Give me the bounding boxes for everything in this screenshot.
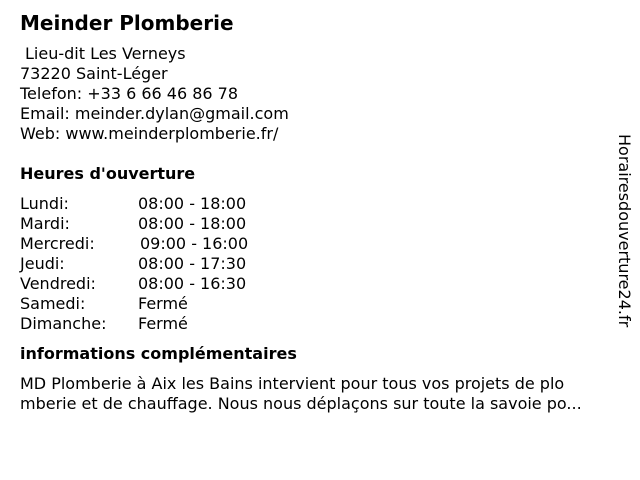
additional-info-line-1: MD Plomberie à Aix les Bains intervient pour tous vos projets de plo bbox=[20, 374, 565, 393]
website-line[interactable]: Web: www.meinderplomberie.fr/ bbox=[20, 124, 279, 143]
day-label: Samedi: bbox=[20, 294, 86, 313]
day-hours: Fermé bbox=[138, 314, 188, 333]
day-label: Lundi: bbox=[20, 194, 69, 213]
source-watermark[interactable]: Horairesdouverture24.fr bbox=[615, 134, 634, 328]
day-hours: 08:00 - 17:30 bbox=[138, 254, 247, 273]
day-hours: Fermé bbox=[138, 294, 188, 313]
day-hours: 08:00 - 18:00 bbox=[138, 194, 247, 213]
hours-row-mardi bbox=[20, 214, 620, 234]
day-label: Mardi: bbox=[20, 214, 70, 233]
day-hours: 09:00 - 16:00 bbox=[140, 234, 249, 253]
day-label: Dimanche: bbox=[20, 314, 107, 333]
day-label: Mercredi: bbox=[20, 234, 95, 253]
hours-row-dimanche bbox=[20, 314, 620, 334]
hours-row-mercredi bbox=[20, 234, 620, 254]
opening-hours-table bbox=[20, 194, 620, 334]
address-line-2: 73220 Saint-Léger bbox=[20, 64, 168, 83]
day-label: Vendredi: bbox=[20, 274, 96, 293]
hours-row-lundi bbox=[20, 194, 620, 214]
additional-info-title: informations complémentaires bbox=[20, 344, 297, 363]
business-name: Meinder Plomberie bbox=[20, 11, 234, 35]
hours-row-samedi bbox=[20, 294, 620, 314]
day-hours: 08:00 - 16:30 bbox=[138, 274, 247, 293]
additional-info-line-2: mberie et de chauffage. Nous nous déplaçons sur toute la savoie po... bbox=[20, 394, 582, 413]
phone-line[interactable]: Telefon: +33 6 66 46 86 78 bbox=[20, 84, 239, 103]
email-line[interactable]: Email: meinder.dylan@gmail.com bbox=[20, 104, 289, 123]
opening-hours-title: Heures d'ouverture bbox=[20, 164, 196, 183]
day-hours: 08:00 - 18:00 bbox=[138, 214, 247, 233]
hours-row-vendredi bbox=[20, 274, 620, 294]
address-line-1: Lieu-dit Les Verneys bbox=[25, 44, 186, 63]
day-label: Jeudi: bbox=[20, 254, 65, 273]
hours-row-jeudi bbox=[20, 254, 620, 274]
business-card bbox=[20, 10, 620, 414]
